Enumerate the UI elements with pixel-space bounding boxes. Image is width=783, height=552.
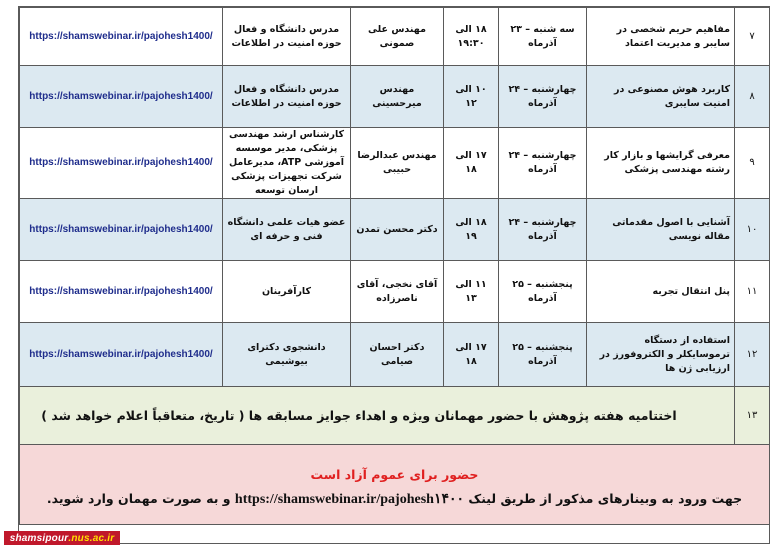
row-number: ۱۲ [735, 323, 770, 387]
table-row [20, 8, 770, 66]
date-cell: چهارشنبه – ۲۴ آذرماه [499, 199, 587, 261]
topic-cell: کاربرد هوش مصنوعی در امنیت سایبری [587, 66, 735, 128]
closing-row [20, 387, 770, 445]
row-number: ۹ [735, 128, 770, 199]
topic-cell: استفاده از دستگاه ترموسایکلر و الکتروفورز در ارزیابی ژن ها [587, 323, 735, 387]
date-cell: چهارشنبه – ۲۴ آذرماه [499, 128, 587, 199]
topic-cell: مفاهیم حریم شخصی در سایبر و مدیریت اعتماد [587, 8, 735, 66]
presenter-cell: مهندس میرحسینی [351, 66, 444, 128]
date-cell: پنجشنبه – ۲۵ آذرماه [499, 261, 587, 323]
notice-suffix: و به صورت مهمان وارد شوید. [46, 491, 231, 506]
date-cell: سه شنبه – ۲۳ آذرماه [499, 8, 587, 66]
time-cell: ۱۸ الی ۱۹ [444, 199, 499, 261]
row-number: ۱۳ [735, 387, 770, 445]
presenter-bio-cell: عضو هیات علمی دانشگاه فنی و حرفه ای [223, 199, 351, 261]
webinar-link[interactable]: https://shamswebinar.ir/pajohesh1400/ [20, 199, 223, 261]
table-row [20, 261, 770, 323]
university-logo [4, 531, 120, 545]
schedule-rows [20, 8, 770, 387]
presenter-bio-cell: مدرس دانشگاه و فعال حوزه امنیت در اطلاعات [223, 66, 351, 128]
time-cell: ۱۷ الی ۱۸ [444, 128, 499, 199]
presenter-cell: مهندس علی صمونی [351, 8, 444, 66]
notice-instruction [20, 492, 769, 507]
webinar-link[interactable]: https://shamswebinar.ir/pajohesh1400/ [20, 66, 223, 128]
presenter-cell: آقای نخجی، آقای ناصرزاده [351, 261, 444, 323]
time-cell: ۱۱ الی ۱۳ [444, 261, 499, 323]
table-row [20, 323, 770, 387]
presenter-cell: دکتر احسان صیامی [351, 323, 444, 387]
topic-cell: معرفی گرایشها و بازار کار رشته مهندسی پزشکی [587, 128, 735, 199]
row-number: ۷ [735, 8, 770, 66]
presenter-bio-cell: کارشناس ارشد مهندسی پزشکی، مدیر موسسه آموزشی ATP، مدیرعامل شرکت تجهیزات پزشکی ارسان توسعه [223, 128, 351, 199]
table-row [20, 128, 770, 199]
table-row [20, 66, 770, 128]
time-cell: ۱۷ الی ۱۸ [444, 323, 499, 387]
date-cell: چهارشنبه – ۲۴ آذرماه [499, 66, 587, 128]
topic-cell: پنل انتقال تجربه [587, 261, 735, 323]
closing-text: اختتامیه هفته پژوهش با حضور مهمانان ویژه و اهداء جوایز مسابقه ها ( تاریخ، متعاقباً اعلام خواهد شد ) [20, 387, 735, 445]
time-cell: ۱۰ الی ۱۲ [444, 66, 499, 128]
presenter-cell: دکتر محسن تمدن [351, 199, 444, 261]
presenter-bio-cell: دانشجوی دکترای بیوشیمی [223, 323, 351, 387]
presenter-cell: مهندس عبدالرضا حبیبی [351, 128, 444, 199]
presenter-bio-cell: مدرس دانشگاه و فعال حوزه امنیت در اطلاعات [223, 8, 351, 66]
topic-cell: آشنایی با اصول مقدماتی مقاله نویسی [587, 199, 735, 261]
webinar-schedule-table [19, 7, 770, 525]
webinar-link[interactable]: https://shamswebinar.ir/pajohesh1400/ [20, 261, 223, 323]
public-notice-row [20, 445, 770, 525]
row-number: ۱۱ [735, 261, 770, 323]
date-cell: پنجشنبه – ۲۵ آذرماه [499, 323, 587, 387]
webinar-link[interactable]: https://shamswebinar.ir/pajohesh1400/ [20, 128, 223, 199]
notice-prefix: جهت ورود به وبینارهای مذکور از طریق لینک [468, 491, 743, 506]
row-number: ۱۰ [735, 199, 770, 261]
schedule-sheet [18, 6, 770, 544]
webinar-link[interactable]: https://shamswebinar.ir/pajohesh1400/ [20, 8, 223, 66]
table-row [20, 199, 770, 261]
webinar-link[interactable]: https://shamswebinar.ir/pajohesh1400/ [20, 323, 223, 387]
time-cell: ۱۸ الی ۱۹:۳۰ [444, 8, 499, 66]
row-number: ۸ [735, 66, 770, 128]
presenter-bio-cell: کارآفرینان [223, 261, 351, 323]
logo-part-1: shamsipour [9, 532, 69, 544]
notice-title: حضور برای عموم آزاد است [310, 467, 479, 482]
notice-url-link[interactable]: https://shamswebinar.ir/pajohesh۱۴۰۰ [234, 492, 465, 507]
logo-part-2: .nus.ac.ir [68, 532, 115, 544]
